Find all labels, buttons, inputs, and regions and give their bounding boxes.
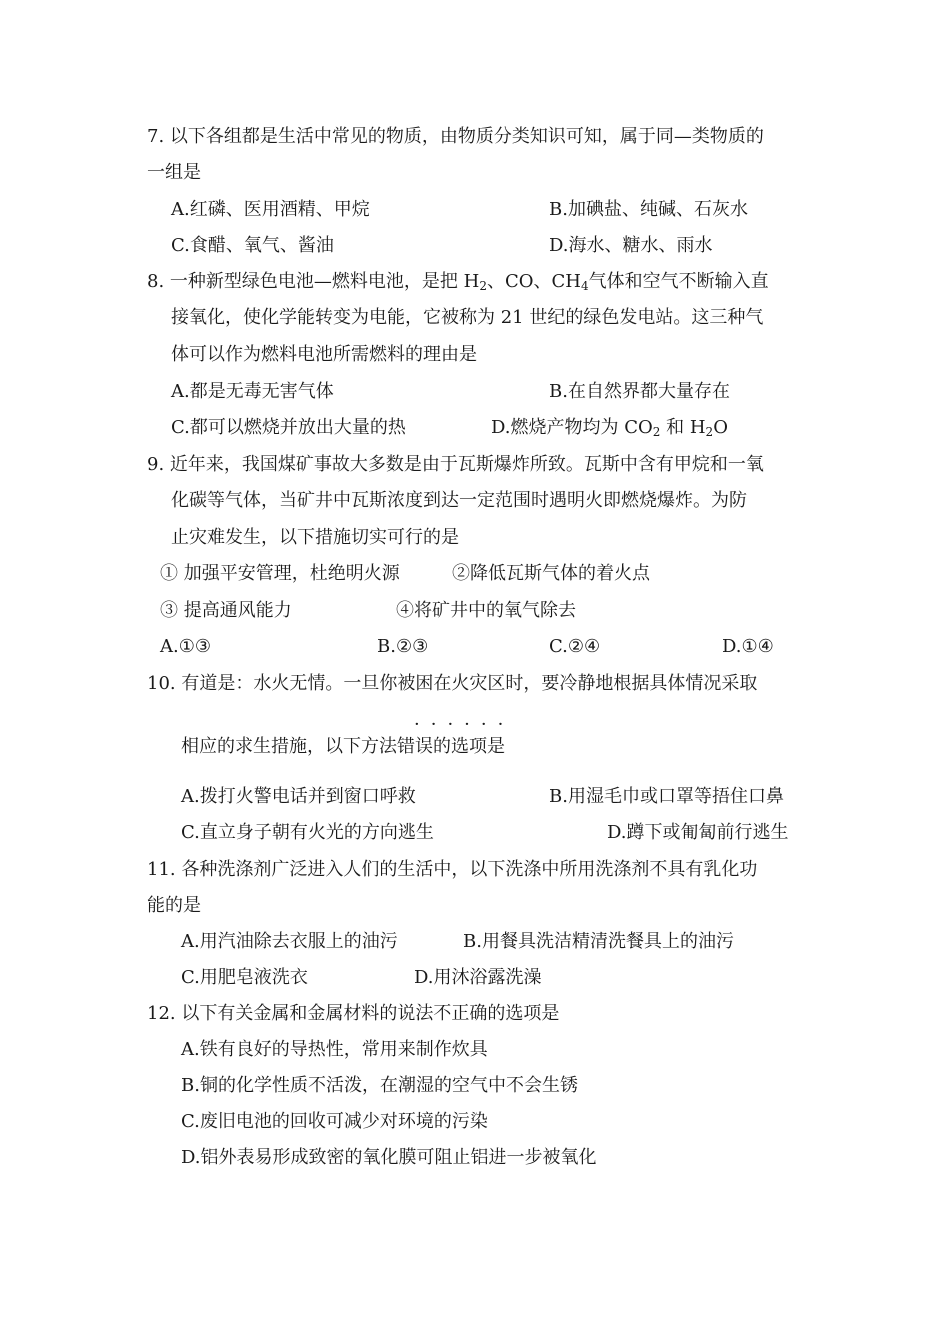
- q8-option-d: [491, 417, 728, 439]
- q8-stem-text-c: 气体和空气不断输入直: [588, 271, 769, 292]
- q7-option-d: D.海水、糖水、雨水: [549, 235, 713, 256]
- q8-stem-line1: [147, 271, 769, 293]
- q9-option-a: A.①③: [160, 636, 211, 657]
- q8-subscript: 2: [652, 425, 661, 439]
- q7-option-c: C.食醋、氧气、酱油: [171, 235, 334, 256]
- q10-stem-line1: 10. 有道是：水火无情。一旦你被困在火灾区时，要冷静地根据具体情况采取: [147, 673, 758, 694]
- q9-measure-1: ① 加强平安管理，杜绝明火源: [160, 563, 400, 584]
- q9-option-c: C.②④: [549, 636, 601, 657]
- q10-option-a: A.拨打火警电话并到窗口呼救: [181, 786, 416, 807]
- q10-stem-line2: 相应的求生措施，以下方法错误的选项是: [181, 736, 505, 757]
- q12-option-a: A.铁有良好的导热性，常用来制作炊具: [181, 1039, 488, 1060]
- q7-stem-line1: 7. 以下各组都是生活中常见的物质，由物质分类知识可知，属于同—类物质的: [147, 126, 764, 147]
- q8-stem-text-a: 8. 一种新型绿色电池—燃料电池，是把 H: [147, 271, 480, 292]
- q8-stem-line2: 接氧化，使化学能转变为电能，它被称为 21 世纪的绿色发电站。这三种气: [171, 307, 764, 328]
- q11-option-b: B.用餐具洗洁精清洗餐具上的油污: [463, 931, 734, 952]
- q9-measure-2: ②降低瓦斯气体的着火点: [452, 563, 650, 584]
- q7-option-b: B.加碘盐、纯碱、石灰水: [549, 199, 748, 220]
- q11-option-c: C.用肥皂液洗衣: [181, 967, 308, 988]
- emphasis-dots: ······: [414, 714, 515, 735]
- q7-option-a: A.红磷、医用酒精、甲烷: [171, 199, 370, 220]
- q11-option-a: A.用汽油除去衣服上的油污: [181, 931, 398, 952]
- q8-option-b: B.在自然界都大量存在: [549, 381, 730, 402]
- q8-subscript: 4: [580, 279, 589, 293]
- q8-subscript: 2: [479, 279, 487, 293]
- q9-option-d: D.①④: [722, 636, 774, 657]
- q12-stem-line1: 12. 以下有关金属和金属材料的说法不正确的选项是: [147, 1003, 560, 1024]
- q9-stem-line2: 化碳等气体，当矿井中瓦斯浓度到达一定范围时遇明火即燃烧爆炸。为防: [171, 490, 747, 511]
- q10-option-c: C.直立身子朝有火光的方向逃生: [181, 822, 434, 843]
- q8-stem-text-b: 、CO、CH: [486, 271, 581, 292]
- q8-option-d-text-b: 和 H: [660, 417, 706, 438]
- q9-measure-4: ④将矿井中的氧气除去: [396, 600, 576, 621]
- q7-stem-line2: 一组是: [147, 162, 201, 183]
- q10-option-b: B.用湿毛巾或口罩等捂住口鼻: [549, 786, 784, 807]
- q9-measure-3: ③ 提高通风能力: [160, 600, 292, 621]
- q11-stem-line2: 能的是: [147, 895, 201, 916]
- q10-option-d: D.蹲下或匍匐前行逃生: [607, 822, 789, 843]
- q8-option-a: A.都是无毒无害气体: [171, 381, 334, 402]
- q12-option-d: D.铝外表易形成致密的氧化膜可阻止铝进一步被氧化: [181, 1147, 597, 1168]
- q9-stem-line3: 止灾难发生，以下措施切实可行的是: [171, 527, 459, 548]
- q8-stem-line3: 体可以作为燃料电池所需燃料的理由是: [171, 344, 477, 365]
- q12-option-c: C.废旧电池的回收可减少对环境的污染: [181, 1111, 488, 1132]
- q8-subscript: 2: [705, 425, 714, 439]
- q11-stem-line1: 11. 各种洗涤剂广泛进入人们的生活中，以下洗涤中所用洗涤剂不具有乳化功: [147, 859, 758, 880]
- q8-option-d-text-c: O: [713, 417, 728, 438]
- q12-option-b: B.铜的化学性质不活泼，在潮湿的空气中不会生锈: [181, 1075, 578, 1096]
- q9-option-b: B.②③: [377, 636, 429, 657]
- q11-option-d: D.用沐浴露洗澡: [414, 967, 542, 988]
- q9-stem-line1: 9. 近年来，我国煤矿事故大多数是由于瓦斯爆炸所致。瓦斯中含有甲烷和一氧: [147, 454, 764, 475]
- q8-option-d-text-a: D.燃烧产物均为 CO: [491, 417, 653, 438]
- q8-option-c: C.都可以燃烧并放出大量的热: [171, 417, 406, 438]
